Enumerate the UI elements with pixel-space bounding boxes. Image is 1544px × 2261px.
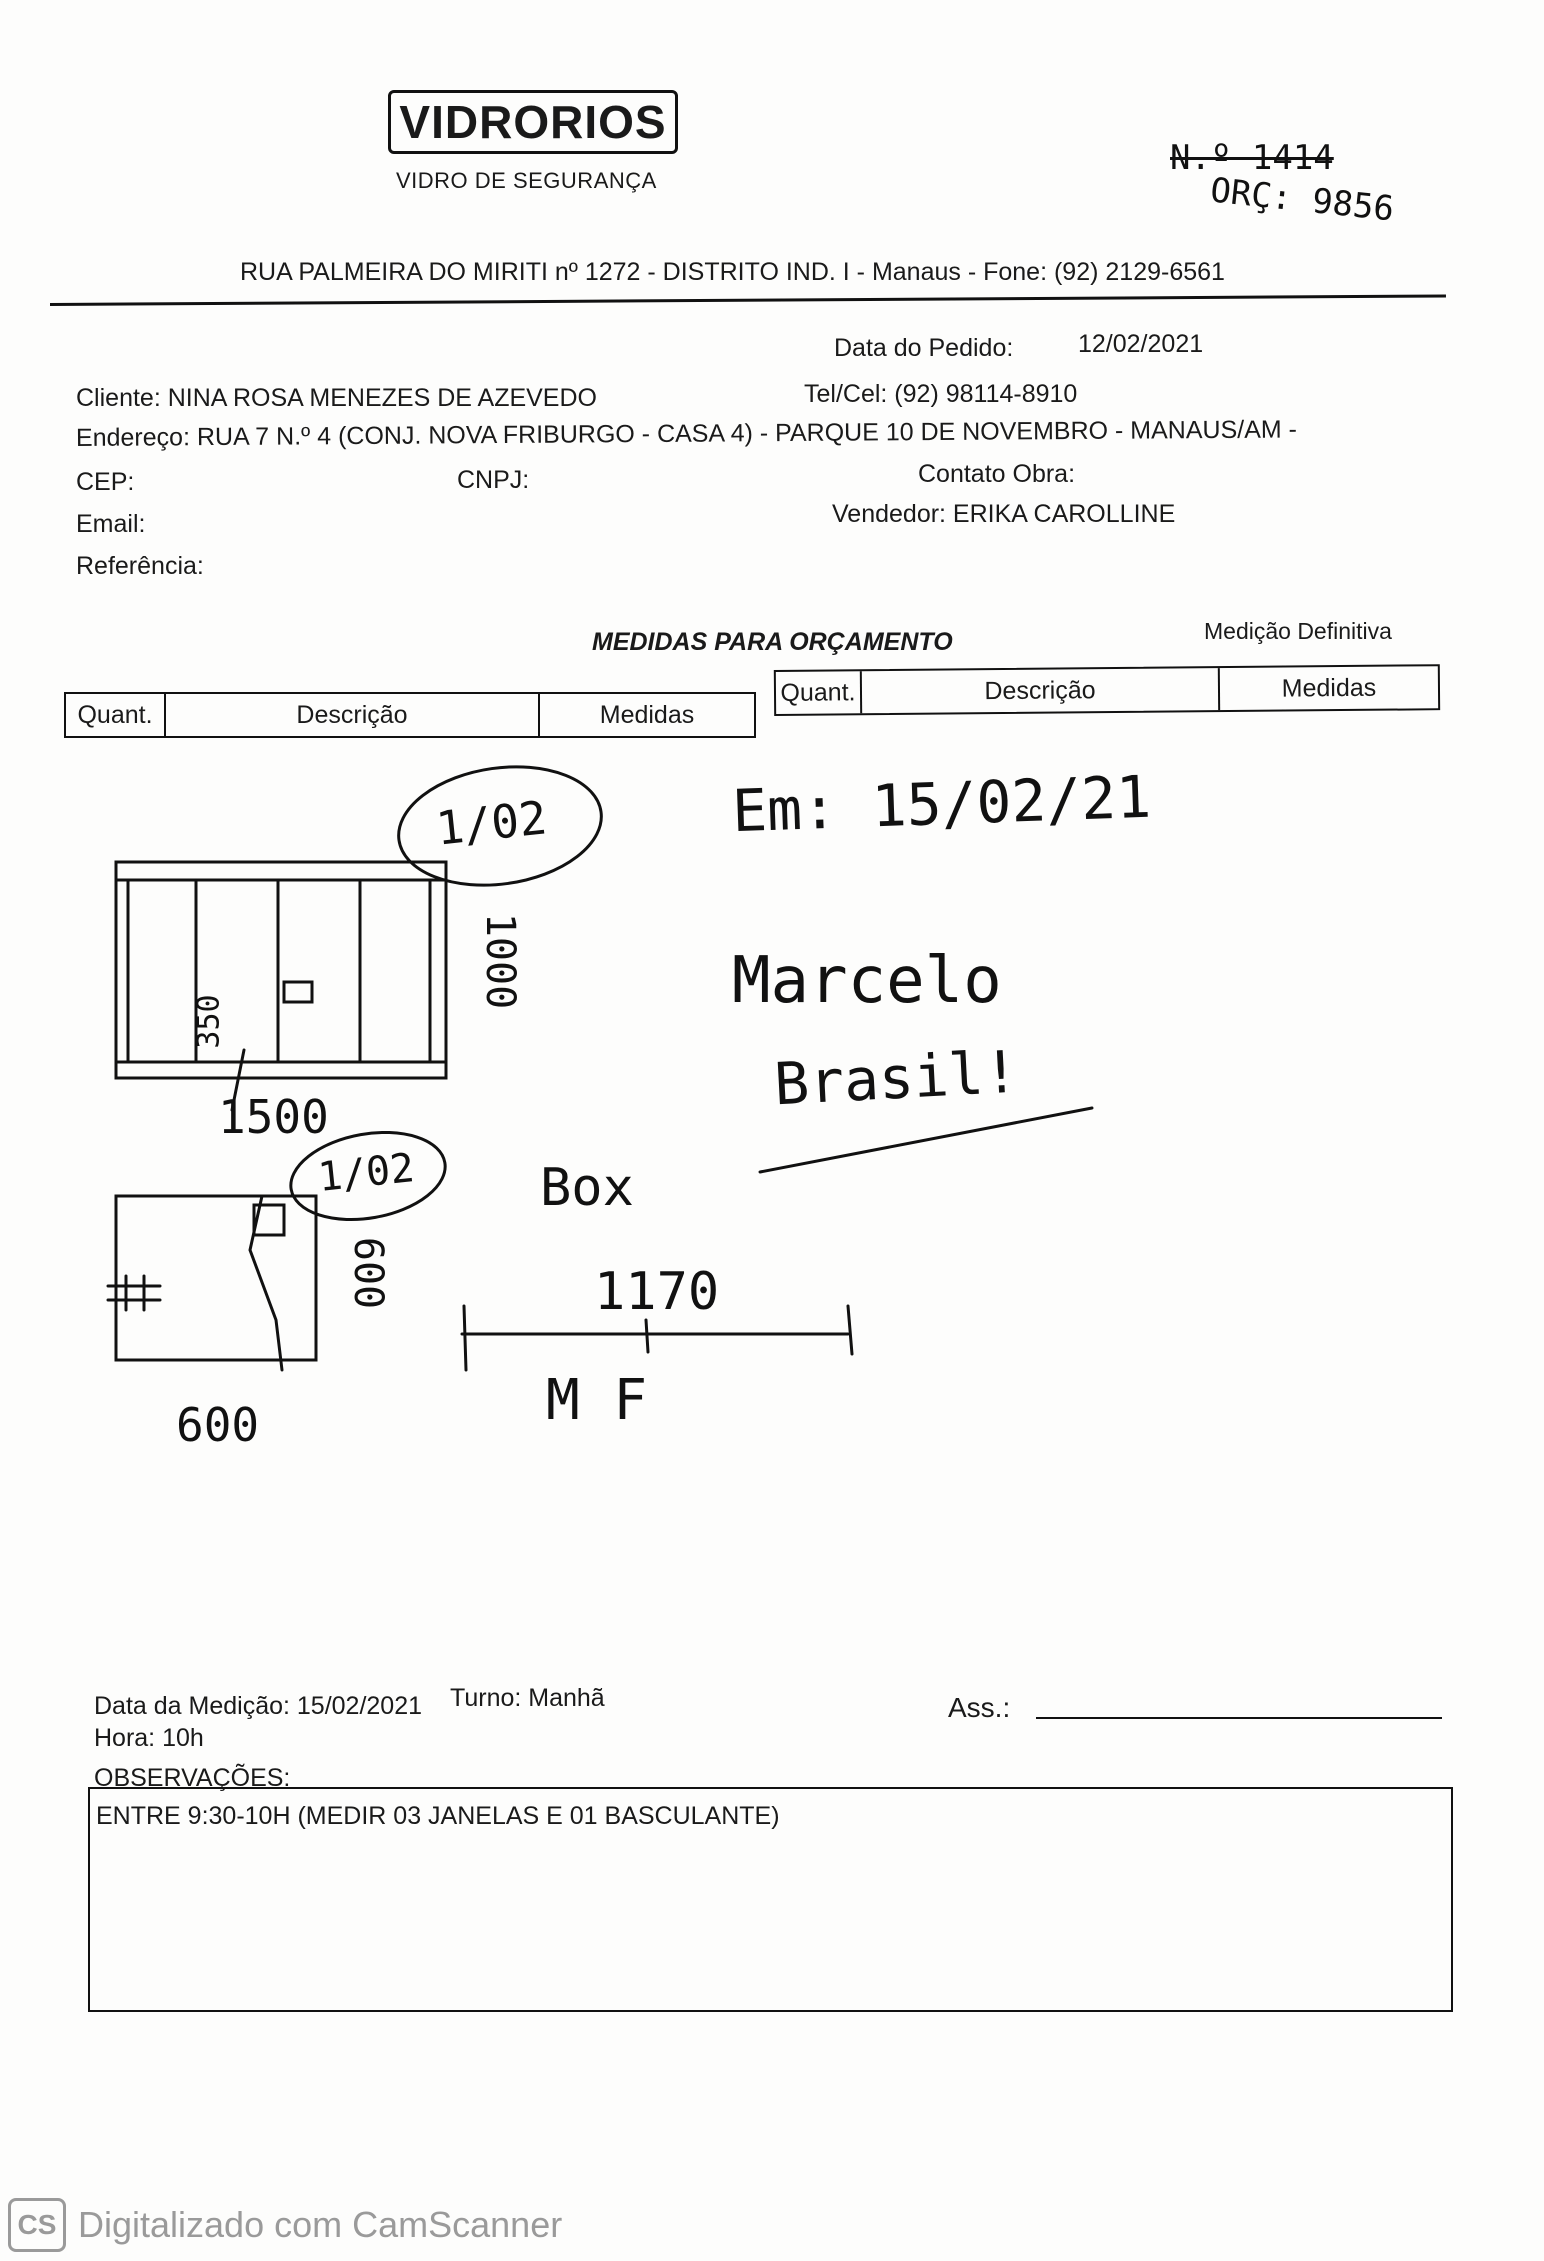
col-desc: Descrição: [166, 694, 540, 736]
company-logo: VIDRORIOS: [388, 90, 678, 154]
col-medidas: Medidas: [1281, 673, 1377, 703]
camscanner-watermark: Digitalizado com CamScanner: [78, 2204, 563, 2245]
col-quant: Quant.: [776, 671, 862, 714]
order-date-value: 12/02/2021: [1078, 330, 1204, 358]
window-1-inner-dimension: 350: [191, 994, 227, 1049]
box-width: 1170: [594, 1262, 720, 1322]
window-2-outline: [116, 1196, 316, 1360]
col-quant: Quant.: [66, 694, 166, 736]
window-2-width: 600: [176, 1398, 260, 1452]
signature-label: Ass.:: [948, 1692, 1011, 1723]
order-number-struck: N.º 1414: [1170, 138, 1334, 178]
cnpj-label: CNPJ:: [457, 466, 530, 494]
col-desc: Descrição: [862, 668, 1220, 713]
company-address: RUA PALMEIRA DO MIRITI nº 1272 - DISTRITO IND. I - Manaus - Fone: (92) 2129-6561: [240, 258, 1225, 286]
measurement-time: Hora: 10h: [94, 1724, 204, 1752]
order-date-label: Data do Pedido:: [834, 334, 1014, 362]
box-label: Box: [540, 1158, 634, 1218]
cep-label: CEP:: [76, 468, 135, 496]
window-1-quantity: 1/02: [433, 790, 550, 856]
observations-label: OBSERVAÇÕES:: [94, 1764, 291, 1792]
measures-subtitle: Medição Definitiva: [1204, 618, 1392, 644]
measurer-name-1: Marcelo: [732, 944, 1002, 1018]
client-name: Cliente: NINA ROSA MENEZES DE AZEVEDO: [76, 384, 597, 412]
measurement-date: Data da Medição: 15/02/2021: [94, 1692, 423, 1720]
window-1-outline: [116, 862, 446, 1078]
measurement-shift: Turno: Manhã: [450, 1684, 605, 1712]
observations-text: ENTRE 9:30-10H (MEDIR 03 JANELAS E 01 BASCULANTE): [96, 1802, 780, 1830]
email-label: Email:: [76, 510, 146, 538]
col-medidas: Medidas: [599, 700, 695, 729]
measurement-date-note: Em: 15/02/21: [730, 762, 1153, 846]
signature-line: [1036, 1717, 1442, 1719]
client-address: Endereço: RUA 7 N.º 4 (CONJ. NOVA FRIBURGO - CASA 4) - PARQUE 10 DE NOVEMBRO - MANAUS/AM -: [75, 415, 1298, 452]
measurer-name-2: Brasil!: [772, 1037, 1021, 1119]
budget-number: ORÇ: 9856: [1208, 170, 1396, 230]
box-marks: M F: [546, 1368, 648, 1433]
client-phone: Tel/Cel: (92) 98114-8910: [804, 380, 1078, 408]
measures-title: MEDIDAS PARA ORÇAMENTO: [592, 628, 953, 656]
contact-label: Contato Obra:: [918, 460, 1076, 488]
reference-label: Referência:: [76, 552, 204, 580]
window-2-quantity: 1/02: [315, 1145, 417, 1201]
window-1-width: 1500: [218, 1090, 329, 1144]
seller-name: Vendedor: ERIKA CAROLLINE: [832, 500, 1176, 528]
window-1-height: 1000: [477, 912, 524, 1010]
window-2-height: 600: [345, 1236, 392, 1310]
company-tagline: VIDRO DE SEGURANÇA: [396, 168, 657, 193]
camscanner-logo: CS: [8, 2198, 66, 2252]
